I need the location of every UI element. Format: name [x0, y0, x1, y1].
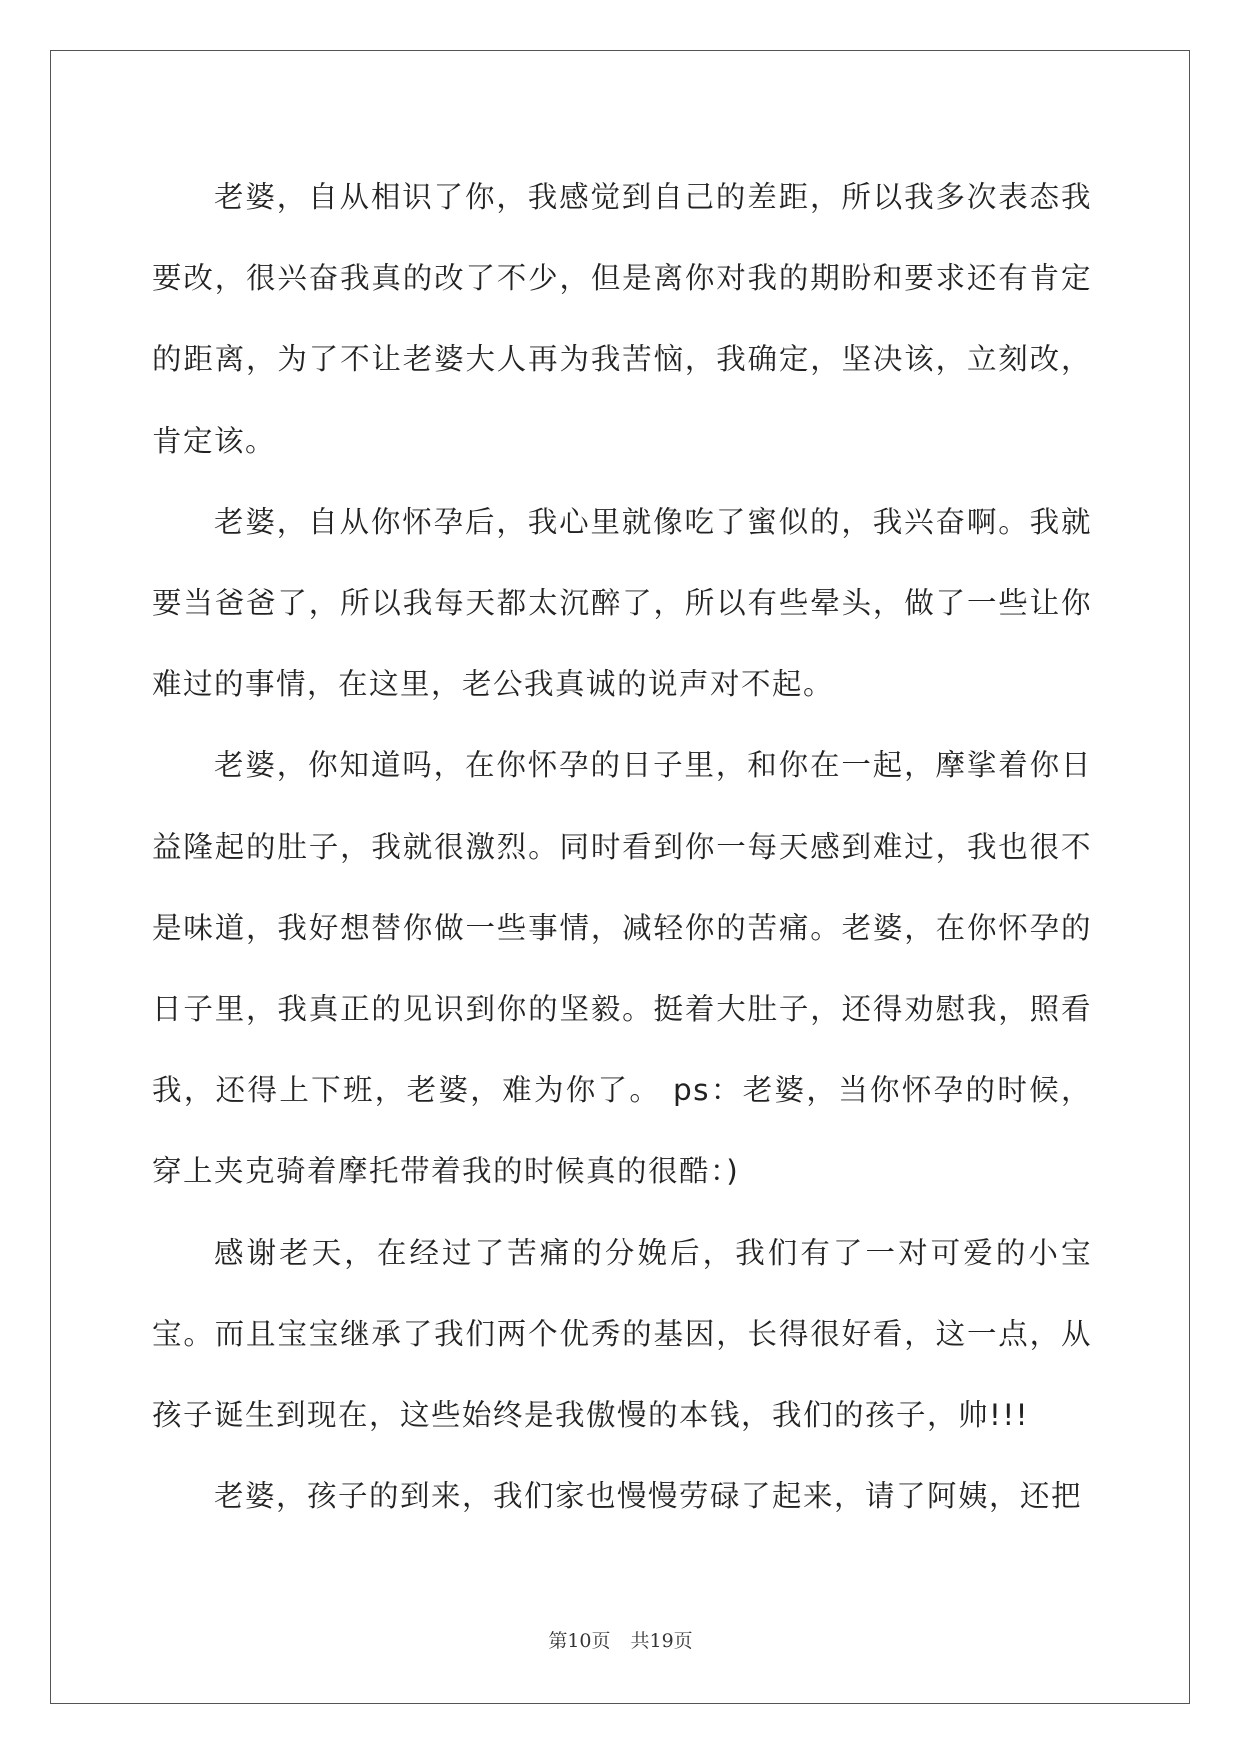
page-total: 共19页	[630, 1630, 693, 1652]
page-footer	[0, 1626, 1241, 1653]
paragraph-3: 老婆，你知道吗，在你怀孕的日子里，和你在一起，摩挲着你日益隆起的肚子，我就很激烈。同时看到你一每天感到难过，我也很不是味道，我好想替你做一些事情，减轻你的苦痛。老婆，在你怀孕的日子里，我真正的见识到你的坚毅。挺着大肚子，还得劝慰我，照看我，还得上下班，老婆，难为你了。 ps：老婆，当你怀孕的时候，穿上夹克骑着摩托带着我的时候真的很酷：)	[152, 748, 1092, 1189]
paragraph-1: 老婆，自从相识了你，我感觉到自己的差距，所以我多次表态我要改，很兴奋我真的改了不少，但是离你对我的期盼和要求还有肯定的距离，为了不让老婆大人再为我苦恼，我确定，坚决该，立刻改，肯定该。	[152, 180, 1092, 458]
document-body	[152, 157, 1092, 1537]
paragraph-5: 老婆，孩子的到来，我们家也慢慢劳碌了起来，请了阿姨，还把	[214, 1479, 1083, 1514]
page-number: 第10页	[548, 1630, 611, 1652]
paragraph-4: 感谢老天，在经过了苦痛的分娩后，我们有了一对可爱的小宝宝。而且宝宝继承了我们两个优秀的基因，长得很好看，这一点，从孩子诞生到现在，这些始终是我傲慢的本钱，我们的孩子，帅!!!	[152, 1235, 1092, 1433]
paragraph-2: 老婆，自从你怀孕后，我心里就像吃了蜜似的，我兴奋啊。我就要当爸爸了，所以我每天都太沉醉了，所以有些晕头，做了一些让你难过的事情，在这里，老公我真诚的说声对不起。	[152, 504, 1092, 702]
